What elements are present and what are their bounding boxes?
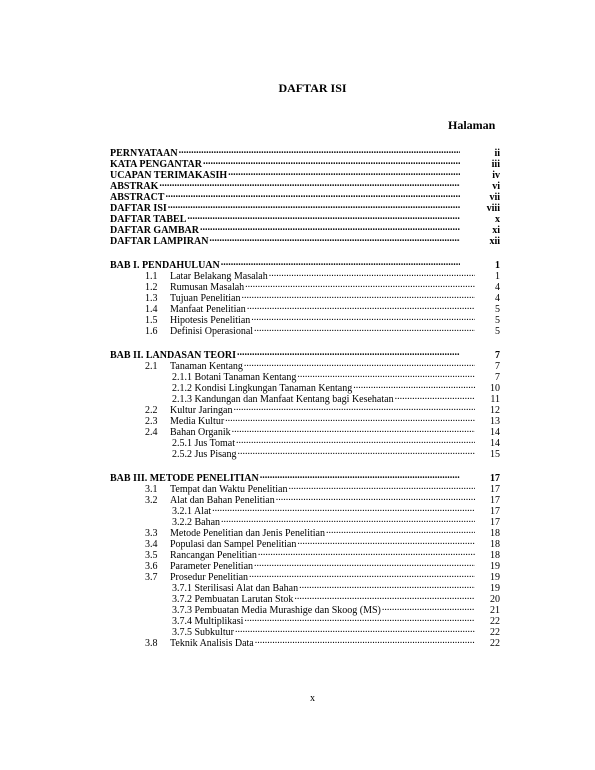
toc-entry-number: 3.4 bbox=[145, 539, 158, 550]
toc-entry-label: DAFTAR LAMPIRAN bbox=[110, 236, 209, 247]
dot-leader bbox=[221, 257, 460, 268]
dot-leader bbox=[254, 323, 475, 334]
toc-entry-label: Parameter Penelitian bbox=[170, 561, 254, 572]
toc-entry-page: 7 bbox=[495, 350, 500, 361]
toc-entry-page: 14 bbox=[490, 427, 500, 438]
toc-entry-page: 1 bbox=[495, 260, 500, 271]
toc-entry-label: PERNYATAAN bbox=[110, 148, 178, 159]
toc-entry bbox=[110, 591, 500, 605]
dot-leader bbox=[247, 301, 475, 312]
dot-leader bbox=[245, 279, 475, 290]
toc-entry-label: Latar Belakang Masalah bbox=[170, 271, 268, 282]
toc-entry-label: Teknik Analisis Data bbox=[170, 638, 254, 649]
dot-leader bbox=[159, 178, 460, 189]
toc-entry-label: Bahan Organik bbox=[170, 427, 231, 438]
toc-entry-page: 4 bbox=[495, 282, 500, 293]
toc-entry bbox=[110, 222, 500, 236]
toc-entry bbox=[110, 391, 500, 405]
toc-entry-label: DAFTAR GAMBAR bbox=[110, 225, 199, 236]
toc-entry bbox=[110, 167, 500, 181]
dot-leader bbox=[187, 211, 460, 222]
dot-leader bbox=[249, 569, 475, 580]
toc-entry-label: ABSTRAK bbox=[110, 181, 159, 192]
page-number: x bbox=[310, 693, 315, 704]
toc-entry-label: 2.1.2 Kondisi Lingkungan Tanaman Kentang bbox=[172, 383, 353, 394]
dot-leader bbox=[244, 613, 475, 624]
toc-entry-page: 22 bbox=[490, 616, 500, 627]
toc-entry-page: xii bbox=[489, 236, 500, 247]
dot-leader bbox=[225, 413, 475, 424]
toc-entry-page: ii bbox=[494, 148, 500, 159]
toc-entry bbox=[110, 624, 500, 638]
toc-entry-page: 19 bbox=[490, 583, 500, 594]
toc-entry bbox=[110, 156, 500, 170]
toc-entry-label: 3.7.5 Subkultur bbox=[172, 627, 234, 638]
dot-leader bbox=[276, 492, 475, 503]
toc-entry-label: BAB III. METODE PENELITIAN bbox=[110, 473, 259, 484]
toc-entry-page: viii bbox=[486, 203, 500, 214]
toc-entry-page: 5 bbox=[495, 326, 500, 337]
toc-entry-page: 20 bbox=[490, 594, 500, 605]
toc-entry-page: vi bbox=[492, 181, 500, 192]
dot-leader bbox=[236, 435, 475, 446]
toc-entry-label: 2.1.3 Kandungan dan Manfaat Kentang bagi Kesehatan bbox=[172, 394, 394, 405]
toc-entry-number: 3.7 bbox=[145, 572, 158, 583]
toc-entry-page: 17 bbox=[490, 484, 500, 495]
dot-leader bbox=[326, 525, 475, 536]
dot-leader bbox=[237, 446, 475, 457]
toc-entry bbox=[110, 178, 500, 192]
toc-entry bbox=[110, 635, 500, 649]
toc-entry bbox=[110, 347, 500, 361]
toc-entry bbox=[110, 257, 500, 271]
toc-entry-label: 3.7.1 Sterilisasi Alat dan Bahan bbox=[172, 583, 299, 594]
toc-entry-page: 18 bbox=[490, 539, 500, 550]
toc-entry-page: 14 bbox=[490, 438, 500, 449]
toc-entry-label: BAB II. LANDASAN TEORI bbox=[110, 350, 236, 361]
toc-entry-number: 3.5 bbox=[145, 550, 158, 561]
toc-entry-number: 3.3 bbox=[145, 528, 158, 539]
dot-leader bbox=[165, 189, 460, 200]
toc-entry-number: 2.3 bbox=[145, 416, 158, 427]
toc-entry-label: Prosedur Penelitian bbox=[170, 572, 249, 583]
toc-entry-page: 21 bbox=[490, 605, 500, 616]
toc-entry-label: 3.7.3 Pembuatan Media Murashige dan Skoog (MS) bbox=[172, 605, 381, 616]
toc-entry-page: vii bbox=[489, 192, 500, 203]
toc-entry-page: 22 bbox=[490, 638, 500, 649]
toc-entry-label: Tempat dan Waktu Penelitian bbox=[170, 484, 288, 495]
toc-entry-label: 2.1.1 Botani Tanaman Kentang bbox=[172, 372, 297, 383]
toc-entry-number: 2.4 bbox=[145, 427, 158, 438]
toc-entry-number: 1.3 bbox=[145, 293, 158, 304]
toc-entry bbox=[110, 233, 500, 247]
toc-entry-number: 3.2 bbox=[145, 495, 158, 506]
toc-entry-page: 19 bbox=[490, 572, 500, 583]
toc-entry-page: 15 bbox=[490, 449, 500, 460]
dot-leader bbox=[228, 167, 460, 178]
toc-entry-page: 18 bbox=[490, 528, 500, 539]
toc-entry-label: DAFTAR TABEL bbox=[110, 214, 187, 225]
toc-entry-label: 3.2.1 Alat bbox=[172, 506, 212, 517]
dot-leader bbox=[203, 156, 460, 167]
toc-entry-label: KATA PENGANTAR bbox=[110, 159, 202, 170]
dot-leader bbox=[260, 470, 460, 481]
toc-entry-number: 1.2 bbox=[145, 282, 158, 293]
toc-entry bbox=[110, 402, 500, 416]
halaman-column-header: Halaman bbox=[448, 118, 496, 132]
toc-entry-page: iii bbox=[491, 159, 500, 170]
toc-entry-number: 2.2 bbox=[145, 405, 158, 416]
dot-leader bbox=[235, 624, 475, 635]
dot-leader bbox=[251, 312, 475, 323]
toc-entry bbox=[110, 470, 500, 484]
dot-leader bbox=[294, 591, 475, 602]
toc-entry-label: Media Kultur bbox=[170, 416, 225, 427]
dot-leader bbox=[200, 222, 460, 233]
toc-entry-label: Tanaman Kentang bbox=[170, 361, 243, 372]
toc-entry bbox=[110, 145, 500, 159]
toc-entry-page: 4 bbox=[495, 293, 500, 304]
toc-entry-label: UCAPAN TERIMAKASIH bbox=[110, 170, 228, 181]
toc-entry-page: x bbox=[495, 214, 500, 225]
toc-entry bbox=[110, 613, 500, 627]
toc-entry-label: 2.5.2 Jus Pisang bbox=[172, 449, 237, 460]
dot-leader bbox=[353, 380, 475, 391]
toc-entry-label: Rumusan Masalah bbox=[170, 282, 245, 293]
toc-entry-label: Manfaat Penelitian bbox=[170, 304, 246, 315]
toc-entry bbox=[110, 211, 500, 225]
dot-leader bbox=[179, 145, 460, 156]
toc-entry-number: 1.4 bbox=[145, 304, 158, 315]
toc-entry-page: 17 bbox=[490, 506, 500, 517]
toc-entry-label: Tujuan Penelitian bbox=[170, 293, 241, 304]
toc-entry-label: Metode Penelitian dan Jenis Penelitian bbox=[170, 528, 325, 539]
toc-entry-page: 13 bbox=[490, 416, 500, 427]
toc-entry bbox=[110, 514, 500, 528]
toc-entry-label: Alat dan Bahan Penelitian bbox=[170, 495, 275, 506]
toc-entry-label: Hipotesis Penelitian bbox=[170, 315, 251, 326]
dot-leader bbox=[288, 481, 475, 492]
toc-entry-page: 10 bbox=[490, 383, 500, 394]
dot-leader bbox=[212, 503, 475, 514]
toc-entry-page: 22 bbox=[490, 627, 500, 638]
toc-entry-number: 1.5 bbox=[145, 315, 158, 326]
toc-entry-label: Kultur Jaringan bbox=[170, 405, 233, 416]
toc-entry-number: 1.6 bbox=[145, 326, 158, 337]
dot-leader bbox=[254, 558, 475, 569]
dot-leader bbox=[237, 347, 460, 358]
dot-leader bbox=[255, 635, 475, 646]
toc-entry-page: 5 bbox=[495, 304, 500, 315]
dot-leader bbox=[209, 233, 460, 244]
toc-entry-page: xi bbox=[492, 225, 500, 236]
toc-entry-page: 12 bbox=[490, 405, 500, 416]
toc-entry-label: Rancangan Penelitian bbox=[170, 550, 257, 561]
toc-entry bbox=[110, 189, 500, 203]
toc-entry-page: 11 bbox=[490, 394, 500, 405]
dot-leader bbox=[168, 200, 460, 211]
toc-entry-page: 17 bbox=[490, 473, 500, 484]
page-title: DAFTAR ISI bbox=[278, 81, 347, 95]
dot-leader bbox=[258, 547, 475, 558]
toc-entry bbox=[110, 602, 500, 616]
toc-entry-label: Definisi Operasional bbox=[170, 326, 254, 337]
dot-leader bbox=[234, 402, 476, 413]
dot-leader bbox=[269, 268, 475, 279]
toc-entry-label: 2.5.1 Jus Tomat bbox=[172, 438, 236, 449]
toc-entry-label: 3.7.2 Pembuatan Larutan Stok bbox=[172, 594, 294, 605]
toc-entry bbox=[110, 446, 500, 460]
dot-leader bbox=[221, 514, 475, 525]
toc-entry-number: 3.6 bbox=[145, 561, 158, 572]
toc-entry-page: 18 bbox=[490, 550, 500, 561]
dot-leader bbox=[297, 536, 475, 547]
table-of-contents bbox=[110, 145, 500, 649]
toc-entry-page: 17 bbox=[490, 495, 500, 506]
toc-entry-label: 3.7.4 Multiplikasi bbox=[172, 616, 244, 627]
toc-entry-label: ABSTRACT bbox=[110, 192, 165, 203]
toc-entry-number: 3.1 bbox=[145, 484, 158, 495]
dot-leader bbox=[382, 602, 475, 613]
toc-entry-page: 7 bbox=[495, 361, 500, 372]
toc-entry-label: 3.2.2 Bahan bbox=[172, 517, 221, 528]
dot-leader bbox=[241, 290, 475, 301]
toc-entry bbox=[110, 525, 500, 539]
toc-entry-page: 5 bbox=[495, 315, 500, 326]
dot-leader bbox=[297, 369, 475, 380]
toc-entry-page: 7 bbox=[495, 372, 500, 383]
dot-leader bbox=[395, 391, 475, 402]
dot-leader bbox=[244, 358, 475, 369]
toc-entry-page: 1 bbox=[495, 271, 500, 282]
toc-entry-page: iv bbox=[492, 170, 500, 181]
toc-entry-label: Populasi dan Sampel Penelitian bbox=[170, 539, 297, 550]
toc-entry-label: DAFTAR ISI bbox=[110, 203, 167, 214]
dot-leader bbox=[299, 580, 475, 591]
dot-leader bbox=[232, 424, 475, 435]
toc-entry-number: 1.1 bbox=[145, 271, 158, 282]
toc-entry bbox=[110, 200, 500, 214]
toc-entry-label: BAB I. PENDAHULUAN bbox=[110, 260, 220, 271]
toc-entry-page: 19 bbox=[490, 561, 500, 572]
toc-entry-page: 17 bbox=[490, 517, 500, 528]
toc-entry-number: 3.8 bbox=[145, 638, 158, 649]
toc-entry-number: 2.1 bbox=[145, 361, 158, 372]
toc-entry bbox=[110, 380, 500, 394]
